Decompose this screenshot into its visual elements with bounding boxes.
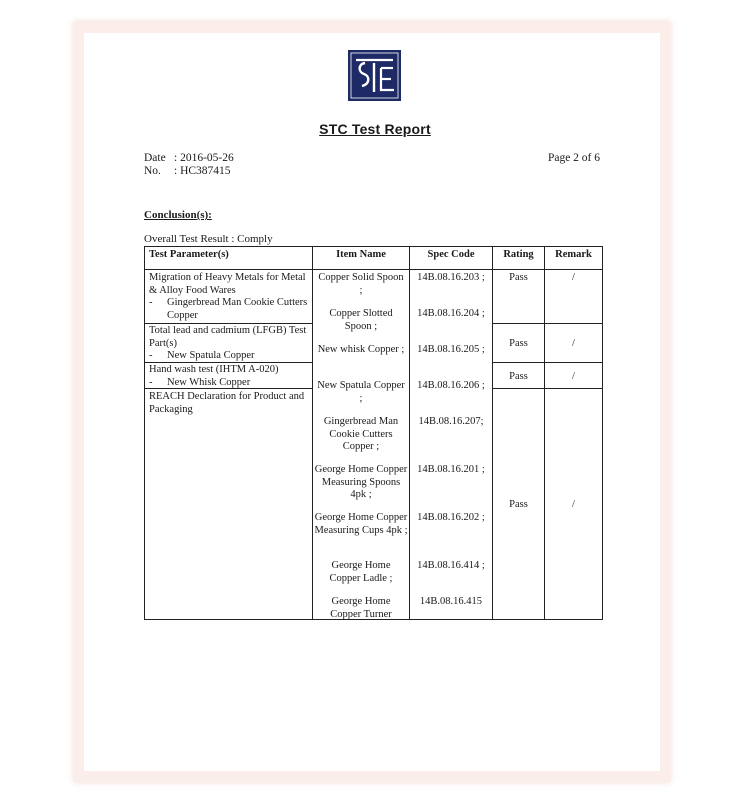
table-border-left [144, 246, 145, 620]
table-border-top [144, 246, 603, 247]
param-bullet: Gingerbread Man Cookie Cutters Copper [167, 297, 308, 321]
item-name: George Home Copper Measuring Cups 4pk ; [314, 512, 408, 536]
item-name: George Home Copper Turner [330, 596, 392, 620]
param-hand-wash [149, 364, 309, 389]
table-border-right [602, 246, 603, 620]
remark: / [572, 272, 575, 283]
param-title: Migration of Heavy Metals for Metal & Alloy Food Wares [149, 272, 306, 296]
rating: Pass [509, 499, 528, 510]
rating: Pass [509, 371, 528, 382]
report-title: STC Test Report [319, 121, 431, 137]
date-value: : 2016-05-26 [174, 152, 234, 164]
date-label: Date [144, 152, 166, 164]
header-remark: Remark [555, 249, 592, 260]
table-header-divider [144, 269, 603, 270]
param-bullet: New Spatula Copper [167, 350, 255, 361]
remark: / [572, 499, 575, 510]
row-divider [492, 323, 603, 324]
header-spec-code: Spec Code [427, 249, 475, 260]
spec-code: 14B.08.16.414 ; [417, 560, 485, 571]
report-number-label: No. [144, 165, 161, 177]
report-number-value: : HC387415 [174, 165, 231, 177]
row-divider [492, 362, 603, 363]
date-row [144, 152, 234, 165]
column-divider [312, 246, 313, 620]
spec-code: 14B.08.16.415 [419, 596, 483, 607]
header-test-parameter: Test Parameter(s) [149, 249, 229, 260]
param-heavy-metals [149, 272, 309, 322]
remark: / [572, 338, 575, 349]
conclusion-heading: Conclusion(s): [144, 209, 212, 221]
spec-code: 14B.08.16.207; [418, 416, 484, 427]
item-name: New whisk Copper ; [317, 344, 405, 355]
item-name: Copper Solid Spoon ; [318, 272, 404, 296]
rating: Pass [509, 272, 528, 283]
spec-code: 14B.08.16.202 ; [417, 512, 485, 523]
report-number-row [144, 165, 231, 178]
item-name: George Home Copper Measuring Spoons 4pk ; [314, 464, 408, 500]
bullet-dash: - [149, 376, 153, 388]
remark: / [572, 371, 575, 382]
header-rating: Rating [503, 249, 534, 260]
rating: Pass [509, 338, 528, 349]
page-indicator: Page 2 of 6 [547, 152, 600, 164]
item-name: George Home Copper Ladle ; [329, 560, 393, 584]
spec-code: 14B.08.16.203 ; [417, 272, 485, 283]
param-lead-cadmium [149, 325, 309, 363]
spec-code: 14B.08.16.204 ; [417, 308, 485, 319]
overall-result: Overall Test Result : Comply [144, 233, 273, 245]
bullet-dash: - [149, 350, 153, 361]
spec-code: 14B.08.16.205 ; [417, 344, 485, 355]
spec-code: 14B.08.16.206 ; [417, 380, 485, 391]
item-name: New Spatula Copper ; [317, 380, 405, 404]
param-bullet: New Whisk Copper [167, 376, 251, 388]
param-title: REACH Declaration for Product and Packaging [149, 391, 305, 415]
header-item-name: Item Name [336, 249, 386, 260]
row-divider [144, 323, 312, 324]
bullet-dash: - [149, 297, 153, 308]
item-name: Gingerbread Man Cookie Cutters Copper ; [323, 416, 399, 452]
column-divider [492, 246, 493, 620]
row-divider [492, 388, 603, 389]
results-table [144, 246, 603, 620]
param-reach [149, 391, 309, 416]
column-divider [544, 246, 545, 620]
item-name: Copper Slotted Spoon ; [329, 308, 393, 332]
param-title: Total lead and cadmium (LFGB) Test Part(s) [149, 325, 307, 349]
param-title: Hand wash test (IHTM A-020) [149, 364, 279, 375]
stc-logo-icon [348, 50, 401, 101]
spec-code: 14B.08.16.201 ; [417, 464, 485, 475]
